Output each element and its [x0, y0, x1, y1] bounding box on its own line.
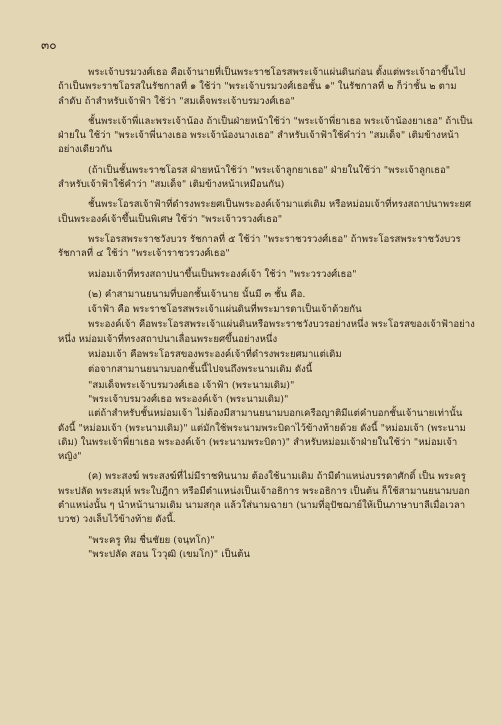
section-3-example-2: "พระปลัด สอน โววุฒิ (เขมโก)" เป็นต้น: [88, 548, 250, 560]
paragraph-4: ชั้นพระโอรสเจ้าฟ้าที่ดำรงพระยศเป็นพระองค์เจ้ามาแต่เดิม หรือหม่อมเจ้าที่ทรงสถาปนาพระยศเป็นพระองค์เจ้าขึ้นเป็นพิเศษ ใช้ว่า "พระเจ้าวรวงศ์เธอ": [58, 199, 472, 225]
document-body: [58, 66, 478, 562]
paragraph-3: (ถ้าเป็นชั้นพระราชโอรส ฝ่ายหน้าใช้ว่า "พระเจ้าลูกยาเธอ" ฝ่ายในใช้ว่า "พระเจ้าลูกเธอ" สำหรับเจ้าฟ้าใช้คำว่า "สมเด็จ" เติมข้างหน้าเหมือนกัน): [58, 164, 451, 191]
paragraph-2: ชั้นพระเจ้าพี่และพระเจ้าน้อง ถ้าเป็นฝ่ายหน้าใช้ว่า "พระเจ้าพี่ยาเธอ พระเจ้าน้องยาเธอ" ถ้าเป็นฝ่ายใน ใช้ว่า "พระเจ้าพี่นางเธอ พระเจ้าน้องนางเธอ" สำหรับเจ้าฟ้าใช้คำว่า "สมเด็จ" เติมข้างหน้าอย่างเดียวกัน: [58, 115, 473, 156]
section-2-para-c: ต่อจากสามานยนามบอกชั้นนี้ไปจนถึงพระนามเดิม ดังนี้: [88, 364, 313, 376]
section-2-para-a: พระองค์เจ้า คือพระโอรสพระเจ้าแผ่นดินหรือพระราชวังบวรอย่างหนึ่ง พระโอรสของเจ้าฟ้าอย่างหนึ่ง หม่อมเจ้าที่ทรงสถาปนาเลื่อนพระยศขึ้นอย่างหนึ่ง: [58, 319, 475, 345]
paragraph-1: พระเจ้าบรมวงศ์เธอ คือเจ้านายที่เป็นพระราชโอรสพระเจ้าแผ่นดินก่อน ตั้งแต่พระเจ้าอาขึ้นไป ถ้าเป็นพระราชโอรสในรัชกาลที่ ๑ ใช้ว่า "พระเจ้าบรมวงศ์เธอชั้น ๑" ในรัชกาลที่ ๒ ก็ว่าชั้น ๒ ตามลำดับ ถ้าสำหรับเจ้าฟ้า ใช้ว่า "สมเด็จพระเจ้าบรมวงศ์เธอ": [58, 67, 466, 107]
paragraph-5: พระโอรสพระราชวังบวร รัชกาลที่ ๕ ใช้ว่า "พระราชวรวงศ์เธอ" ถ้าพระโอรสพระราชวังบวร รัชกาลที่ ๔ ใช้ว่า "พระเจ้าราชวรวงศ์เธอ": [58, 233, 461, 260]
section-2-heading: (๒) คำสามานยนามที่บอกชั้นเจ้านาย นั้นมี ๓ ชั้น คือ.: [88, 288, 306, 300]
paragraph-6: หม่อมเจ้าที่ทรงสถาปนาขึ้นเป็นพระองค์เจ้า ใช้ว่า "พระวรวงศ์เธอ": [88, 268, 357, 280]
section-2-line-1: เจ้าฟ้า คือ พระราชโอรสพระเจ้าแผ่นดินที่พระมารดาเป็นเจ้าด้วยกัน: [88, 304, 362, 316]
section-2-example-2: "พระเจ้าบรมวงศ์เธอ พระองค์เจ้า (พระนามเดิม)": [88, 393, 289, 405]
section-2-para-d: แต่ถ้าสำหรับชั้นหม่อมเจ้า ไม่ต้องมีสามานยนามบอกเครือญาติมีแต่คำบอกชั้นเจ้านายเท่านั้น ดังนี้ "หม่อมเจ้า (พระนามเดิม)" แต่มักใช้พระนามพระบิดาไว้ข้างท้ายด้วย ดังนี้ "หม่อมเจ้า (พระนามเดิม) ในพระเจ้าพี่ยาเธอ พระองค์เจ้า (พระนามพระบิดา)" สำหรับหม่อมเจ้าฝ่ายในใช้ว่า "หม่อมเจ้าหญิง": [58, 408, 466, 463]
section-3-para: (ค) พระสงฆ์ พระสงฆ์ที่ไม่มีราชทินนาม ต้องใช้นามเดิม ถ้ามีตำแหน่งบรรดาศักดิ์ เป็น พระครู พระปลัด พระสมุห์ พระใบฎีกา หรือมีตำแหน่งเป็นเจ้าอธิการ พระอธิการ เป็นต้น ก็ใช้สามานยนามบอกตำแหน่งนั้น ๆ นำหน้านามเดิม นามสกุล แล้วใส่นามฉายา (นามที่อุปัชฌาย์ให้เป็นภาษาบาลีเมื่อเวลาบวช) วงเล็บไว้ข้างท้าย ดังนี้.: [58, 471, 470, 526]
page-number: ๓๐: [41, 38, 57, 52]
section-2-para-b: หม่อมเจ้า คือพระโอรสของพระองค์เจ้าที่ดำรงพระยศมาแต่เดิม: [88, 349, 342, 361]
section-3-example-1: "พระครู ทิม ชื่นชัยย (จนฺทโก)": [88, 534, 215, 546]
section-2-example-1: "สมเด็จพระเจ้าบรมวงศ์เธอ เจ้าฟ้า (พระนามเดิม)": [88, 379, 295, 391]
